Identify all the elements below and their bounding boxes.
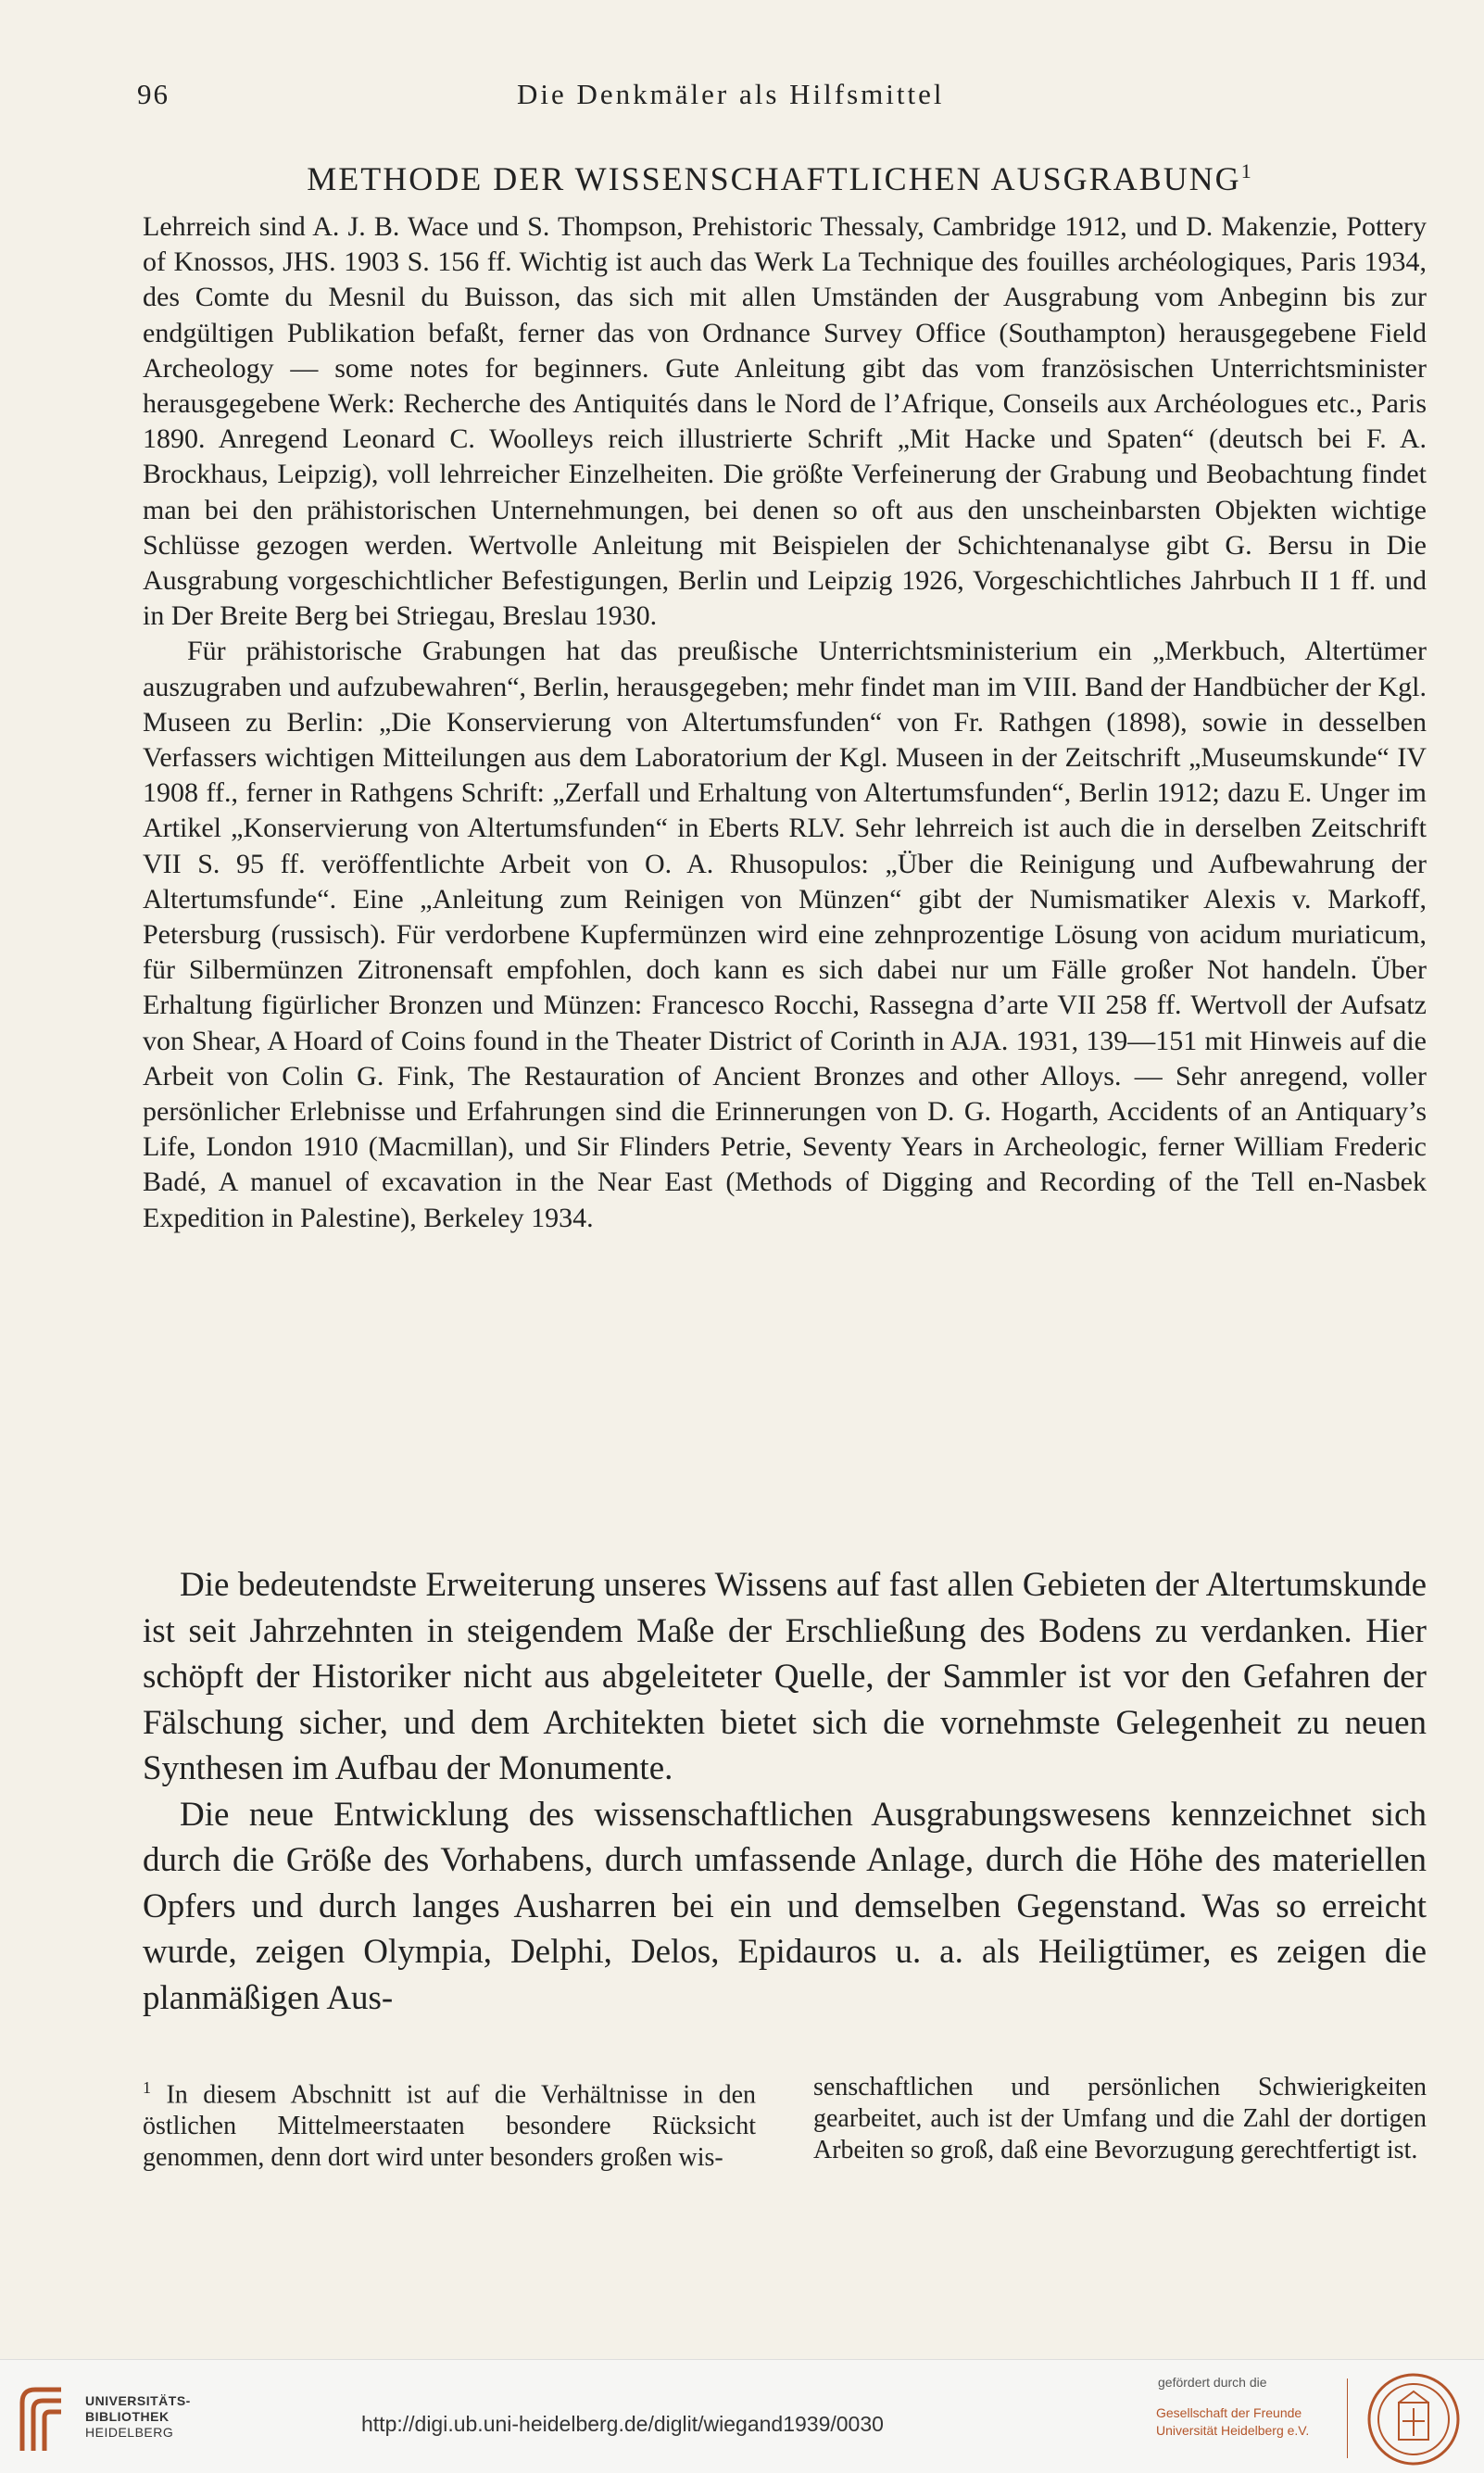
running-title: Die Denkmäler als Hilfsmittel [517,78,945,110]
footnote-right-text: senschaftlichen und persönlichen Schwierigkeiten gearbeitet, auch ist der Umfang und die Zahl der dortigen Arbeiten so groß, daß eine Bevorzugung gerechtfertigt ist. [813,2073,1427,2164]
sponsor-prefix: gefördert durch die [1158,2375,1267,2390]
sponsor-divider [1347,2378,1348,2458]
footnote-left-text: In diesem Abschnitt ist auf die Verhältnisse in den östlichen Mittelmeerstaaten besondere Rücksicht genommen, denn dort wird unter besonders großen wis- [143,2080,756,2173]
section-title-text: METHODE DER WISSENSCHAFTLICHEN AUSGRABUNG [307,160,1241,197]
body-text [143,1562,1427,2021]
sponsor-name: Gesellschaft der Freunde Universität Heidelberg e.V. [1156,2405,1310,2438]
digitization-footer [0,2359,1484,2473]
university-seal-icon [1365,2371,1462,2467]
bibliography-paragraph: Für prähistorische Grabungen hat das preußische Unterrichtsministerium ein „Merkbuch, Altertümer auszugraben und aufzubewahren“, Berlin, herausgegeben; mehr findet man im VIII. Band der Handbücher der Kgl. Museen zu Berlin: „Die Konservierung von Altertumsfunden“ von Fr. Rathgen (1898), sowie in desselben Verfassers wichtigen Mitteilungen aus dem Laboratorium der Kgl. Museen in der Zeitschrift „Museumskunde“ IV 1908 ff., ferner in Rathgens Schrift: „Zerfall und Erhaltung von Altertumsfunden“, Berlin 1912; dazu E. Unger im Artikel „Konservierung von Altertumsfunden“ in Eberts RLV. Sehr lehrreich ist auch die in derselben Zeitschrift VII S. 95 ff. veröffentlichte Arbeit von O. A. Rhusopulos: „Über die Reinigung und Aufbewahrung der Altertumsfunde“. Eine „Anleitung zum Reinigen von Münzen“ gibt der Numismatiker Alexis v. Markoff, Petersburg (russisch). Für verdorbene Kupfermünzen wird eine zehnprozentige Lösung von acidum muriaticum, für Silbermünzen Zitronensaft empfohlen, doch kann es sich dabei nur um Fälle großer Not handeln. Über Erhaltung figürlicher Bronzen und Münzen: Francesco Rocchi, Rassegna d’arte VII 258 ff. Wertvoll der Aufsatz von Shear, A Hoard of Coins found in the Theater District of Corinth in AJA. 1931, 139—151 mit Hinweis auf die Arbeit von Colin G. Fink, The Restauration of Ancient Bronzes and other Alloys. — Sehr anregend, voller persönlicher Erlebnisse und Erfahrungen sind die Erinnerungen von D. G. Hogarth, Accidents of an Antiquary’s Life, London 1910 (Macmillan), und Sir Flinders Petrie, Seventy Years in Archeologic, ferner William Frederic Badé, A manuel of excavation in the Near East (Methods of Digging and Recording of the Tell en-Nasbek Expedition in Palestine), Berkeley 1934. [143,636,1427,1233]
library-name: UNIVERSITÄTS- BIBLIOTHEK HEIDELBERG [85,2393,191,2440]
footnote-marker: 1 [1240,159,1253,183]
university-library-logo-icon [17,2382,69,2456]
page-number: 96 [137,78,170,110]
footnote-left-column [143,2072,756,2174]
footnote-number: 1 [143,2078,151,2097]
section-title [137,159,1423,198]
bibliography-block [143,209,1427,1236]
body-paragraph: Die neue Entwicklung des wissenschaftlichen Ausgrabungswesens kennzeichnet sich durch die Größe des Vorhabens, durch umfassende Anlage, durch die Höhe des materiellen Opfers und durch langes Ausharren bei ein und demselben Gegenstand. Was so erreicht wurde, zeigen Olympia, Delphi, Delos, Epidauros u. a. als Heiligtümer, es zeigen die planmäßigen Aus- [143,1795,1427,2017]
bibliography-paragraph: Lehrreich sind A. J. B. Wace und S. Thompson, Prehistoric Thessaly, Cambridge 1912, und D. Makenzie, Pottery of Knossos, JHS. 1903 S. 156 ff. Wichtig ist auch das Werk La Technique des fouilles archéologiques, Paris 1934, des Comte du Mesnil du Buisson, das sich mit allen Umständen der Ausgrabung vom Anbeginn bis zur endgültigen Publikation befaßt, ferner das von Ordnance Survey Office (Southampton) herausgegebene Field Archeology — some notes for beginners. Gute Anleitung gibt das vom französischen Unterrichtsminister herausgegebene Werk: Recherche des Antiquités dans le Nord de l’Afrique, Conseils aux Archéologues etc., Paris 1890. Anregend Leonard C. Woolleys reich illustrierte Schrift „Mit Hacke und Spaten“ (deutsch bei F. A. Brockhaus, Leipzig), voll lehrreicher Einzelheiten. Die größte Verfeinerung der Grabung und Beobachtung findet man bei den prähistorischen Unternehmungen, bei denen so oft aus den unscheinbarsten Objekten wichtige Schlüsse gezogen werden. Wertvolle Anleitung mit Beispielen der Schichtenanalyse gibt G. Bersu in Die Ausgrabung vorgeschichtlicher Befestigungen, Berlin und Leipzig 1926, Vorgeschichtliches Jahrbuch II 1 ff. und in Der Breite Berg bei Striegau, Breslau 1930. [143,211,1427,632]
footnote [143,2072,1427,2174]
footnote-right-column [813,2072,1427,2174]
permalink-url[interactable]: http://digi.ub.uni-heidelberg.de/diglit/wiegand1939/0030 [361,2412,884,2436]
body-paragraph: Die bedeutendste Erweiterung unseres Wissens auf fast allen Gebieten der Altertumskunde ist seit Jahrzehnten in steigendem Maße der Erschließung des Bodens zu verdanken. Hier schöpft der Historiker nicht aus abgeleiteter Quelle, der Sammler ist vor den Gefahren der Fälschung sicher, und dem Architekten bietet sich die vornehmste Gelegenheit zu neuen Synthesen im Aufbau der Monumente. [143,1566,1427,1787]
